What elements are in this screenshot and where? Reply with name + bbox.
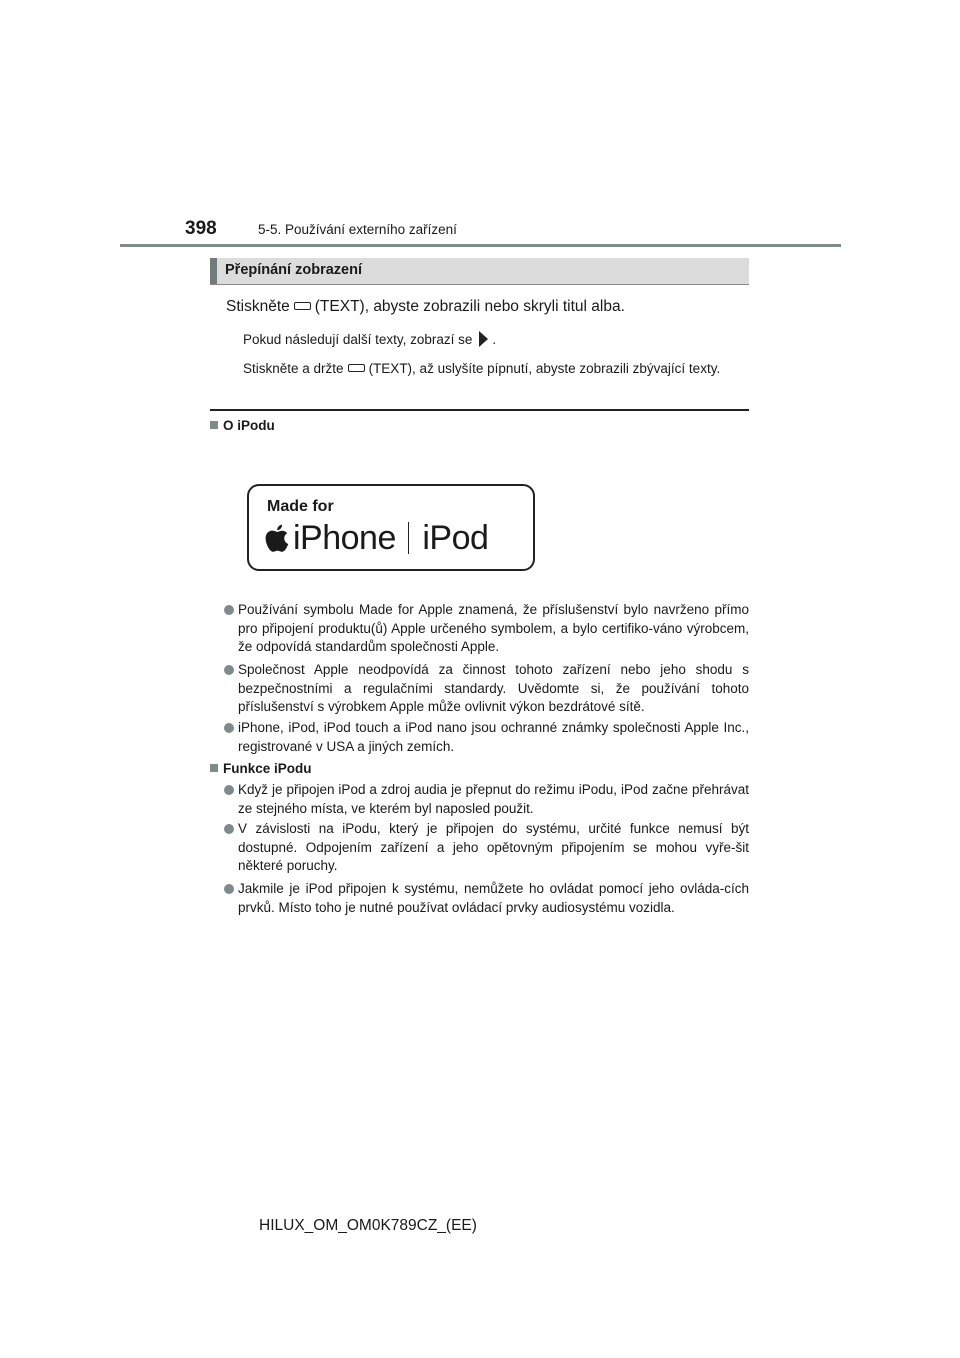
intro-before: Stiskněte: [226, 298, 290, 315]
apple-logo-icon: [265, 524, 289, 553]
section-header: [210, 258, 749, 285]
circle-bullet-icon: [224, 723, 234, 733]
section-accent: [210, 258, 217, 284]
made-for-iphone-ipod-logo: [247, 484, 535, 571]
section-title: Přepínání zobrazení: [225, 262, 362, 278]
chapter-title: 5-5. Používání externího zařízení: [258, 222, 457, 237]
intro-text: [226, 297, 625, 317]
logo-iphone: iPhone: [293, 518, 396, 557]
note1-after: .: [492, 332, 497, 347]
text-button-icon: [348, 364, 365, 372]
logo-made-for: Made for: [267, 498, 334, 515]
circle-bullet-icon: [224, 665, 234, 675]
square-bullet-icon: [210, 764, 218, 772]
circle-bullet-icon: [224, 785, 234, 795]
list-item-text: iPhone, iPod, iPod touch a iPod nano jsou ochranné známky společnosti Apple Inc., registrované v USA a jiných zemích.: [238, 720, 749, 754]
note2-after: (TEXT), až uslyšíte pípnutí, abyste zobrazili zbývající texty.: [368, 361, 721, 376]
list-item-text: Společnost Apple neodpovídá za činnost tohoto zařízení nebo jeho shodu s bezpečnostními a regulačními standardy. Uvědomte si, že používání tohoto příslušenství s výrobkem Apple může ovlivnit výkon bezdrátové sítě.: [238, 662, 749, 715]
about-heading-label: O iPodu: [223, 418, 275, 433]
list-item-text: V závislosti na iPodu, který je připojen do systému, určité funkce nemusí být dostupné. Odpojením zařízení a jeho opětovným připojením se mohou vyře-šit některé poruchy.: [238, 821, 749, 874]
list-item-text: Když je připojen iPod a zdroj audia je přepnut do režimu iPodu, iPod začne přehrávat ze stejného místa, ve kterém byl naposled použit.: [238, 782, 749, 816]
text-button-icon: [294, 302, 311, 310]
header-rule: [120, 244, 841, 247]
note-hold-button: [243, 360, 749, 378]
circle-bullet-icon: [224, 884, 234, 894]
list-item: [224, 880, 749, 917]
list-item: [224, 781, 749, 818]
logo-separator: [408, 522, 410, 554]
list-item: [224, 820, 749, 876]
list-item: [224, 719, 749, 756]
functions-heading-label: Funkce iPodu: [223, 761, 312, 776]
about-heading: [210, 418, 275, 433]
functions-heading: [210, 761, 312, 776]
list-item-text: Používání symbolu Made for Apple znamená, že příslušenství bylo navrženo přímo pro připojení produktu(ů) Apple určeného symbolem, a bylo certifiko-váno výrobcem, že odpovídá standardům společnosti Apple.: [238, 602, 749, 655]
square-bullet-icon: [210, 421, 218, 429]
note1-before: Pokud následují další texty, zobrazí se: [243, 332, 473, 347]
more-text-arrow-icon: [479, 331, 488, 347]
circle-bullet-icon: [224, 824, 234, 834]
logo-ipod: iPod: [422, 518, 489, 557]
section-divider: [210, 409, 749, 411]
circle-bullet-icon: [224, 605, 234, 615]
page-number: 398: [185, 218, 217, 239]
list-item: [224, 601, 749, 657]
intro-after: (TEXT), abyste zobrazili nebo skryli titul alba.: [314, 298, 625, 315]
list-item-text: Jakmile je iPod připojen k systému, nemůžete ho ovládat pomocí jeho ovláda-cích prvků. Místo toho je nutné používat ovládací prvky audiosystému vozidla.: [238, 881, 749, 915]
logo-row: [265, 516, 488, 560]
footer-code: HILUX_OM_OM0K789CZ_(EE): [259, 1217, 477, 1234]
note2-before: Stiskněte a držte: [243, 361, 344, 376]
note-more-texts: [243, 331, 749, 349]
list-item: [224, 661, 749, 717]
